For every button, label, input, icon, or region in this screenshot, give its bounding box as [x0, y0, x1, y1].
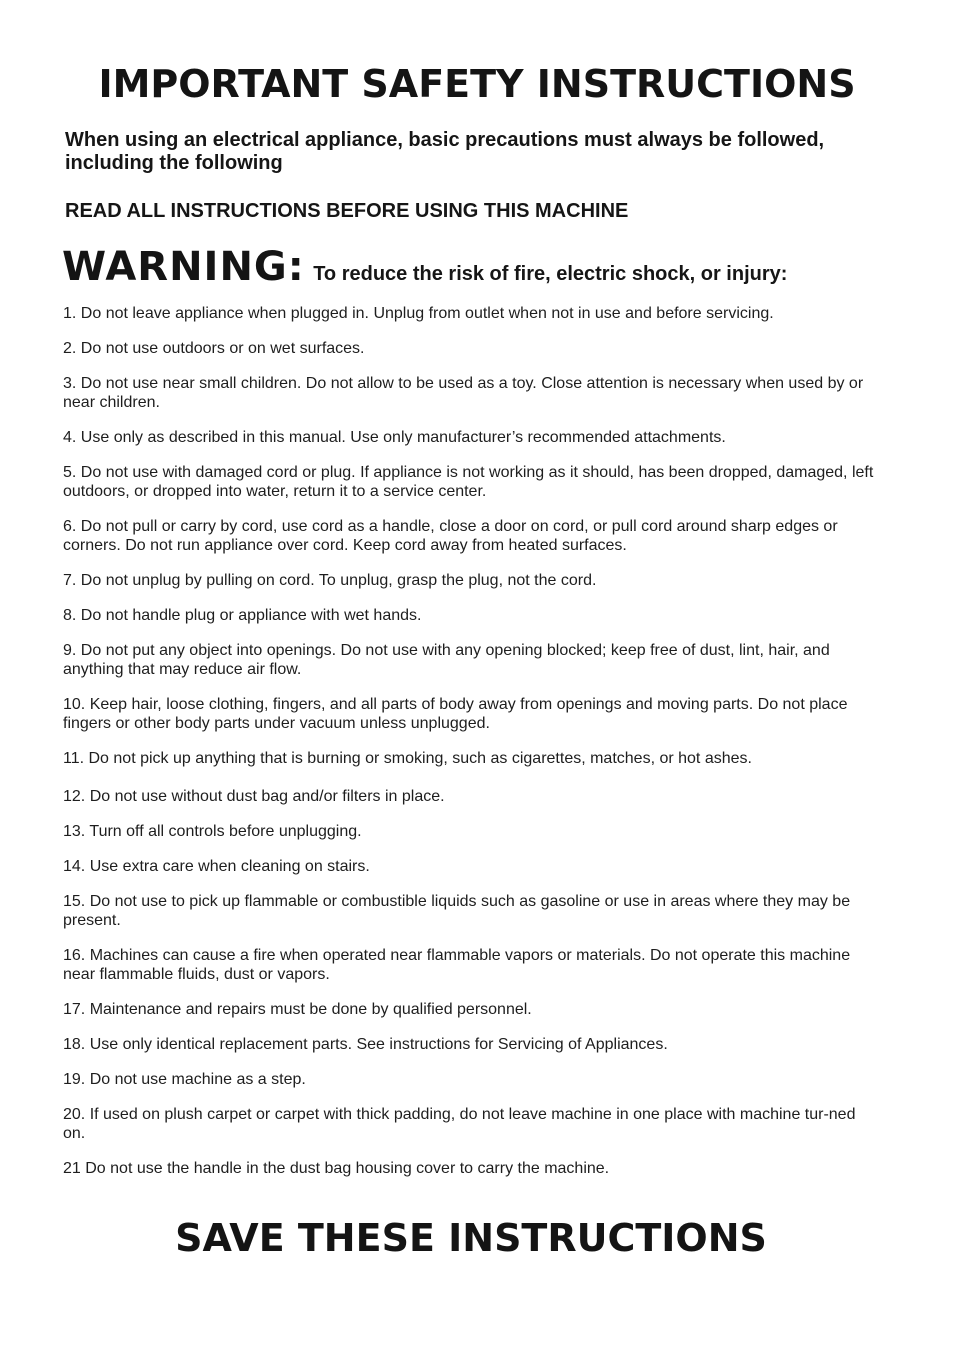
instruction-item: 6. Do not pull or carry by cord, use cord as a handle, close a door on cord, or pull cord around sharp edges or corners. Do not run appliance over cord. Keep cord away from heated surfaces. — [63, 518, 838, 554]
read-all-heading: READ ALL INSTRUCTIONS BEFORE USING THIS MACHINE — [65, 200, 629, 222]
instruction-item: 1. Do not leave appliance when plugged in. Unplug from outlet when not in use and before servicing. — [63, 305, 774, 322]
instruction-item: 11. Do not pick up anything that is burning or smoking, such as cigarettes, matches, or hot ashes. — [63, 750, 752, 767]
instruction-item: 18. Use only identical replacement parts. See instructions for Servicing of Appliances. — [63, 1036, 668, 1053]
instruction-item: 5. Do not use with damaged cord or plug. If appliance is not working as it should, has been dropped, damaged, left outdoors, or dropped into water, return it to a service center. — [63, 464, 874, 500]
intro-text: When using an electrical appliance, basic precautions must always be followed, including the following — [65, 129, 825, 174]
instruction-item: 13. Turn off all controls before unplugging. — [63, 823, 362, 840]
instruction-item: 14. Use extra care when cleaning on stairs. — [63, 858, 370, 875]
warning-subtitle: To reduce the risk of fire, electric shock, or injury: — [313, 263, 788, 285]
instruction-item: 3. Do not use near small children. Do not allow to be used as a toy. Close attention is necessary when used by or near children. — [63, 375, 864, 411]
page-title: IMPORTANT SAFETY INSTRUCTIONS — [98, 62, 856, 106]
instruction-item: 21 Do not use the handle in the dust bag housing cover to carry the machine. — [63, 1160, 610, 1177]
warning-heading — [62, 244, 787, 290]
instruction-item: 16. Machines can cause a fire when operated near flammable vapors or materials. Do not operate this machine near flammable fluids, dust or vapors. — [63, 947, 851, 983]
save-instructions-heading: SAVE THESE INSTRUCTIONS — [175, 1216, 767, 1260]
instruction-item: 9. Do not put any object into openings. Do not use with any opening blocked; keep free of dust, lint, hair, and anything that may reduce air flow. — [63, 642, 830, 678]
warning-label: WARNING: — [62, 244, 305, 290]
instruction-item: 2. Do not use outdoors or on wet surfaces. — [63, 340, 365, 357]
instruction-item: 7. Do not unplug by pulling on cord. To unplug, grasp the plug, not the cord. — [63, 572, 597, 589]
instruction-item: 12. Do not use without dust bag and/or filters in place. — [63, 788, 445, 805]
instruction-item: 10. Keep hair, loose clothing, fingers, and all parts of body away from openings and moving parts. Do not place fingers or other body parts under vacuum unless unplugged. — [63, 696, 848, 732]
instruction-item: 17. Maintenance and repairs must be done by qualified personnel. — [63, 1001, 532, 1018]
instruction-item: 4. Use only as described in this manual. Use only manufacturer’s recommended attachments. — [63, 429, 726, 446]
instruction-item: 15. Do not use to pick up flammable or combustible liquids such as gasoline or use in areas where they may be present. — [63, 893, 851, 929]
instruction-item: 20. If used on plush carpet or carpet with thick padding, do not leave machine in one place with machine tur-ned on. — [63, 1106, 856, 1142]
instruction-item: 8. Do not handle plug or appliance with wet hands. — [63, 607, 422, 624]
instruction-item: 19. Do not use machine as a step. — [63, 1071, 306, 1088]
